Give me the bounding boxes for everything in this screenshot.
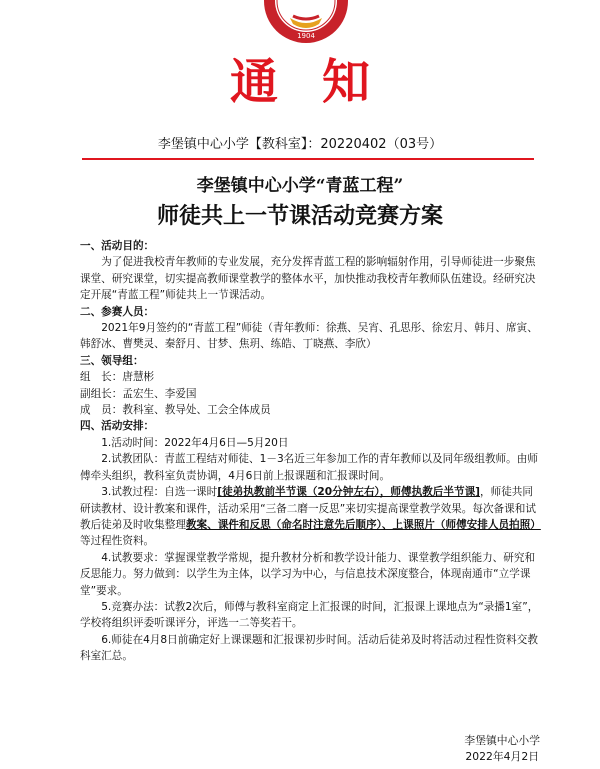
paragraph: 2021年9月签约的“青蓝工程”师徒（青年教师：徐燕、吴宵、孔思彤、徐宏月、韩月、席寅、韩舒冰、曹樊灵、秦舒月、甘梦、焦玥、练皓、丁晓燕、李欣） xyxy=(80,322,538,351)
signature-block xyxy=(464,733,540,765)
item3-text-b: ，师徒共同研读教材、设计教案和课件，活动采用“三备二磨一反思”来切实提高课堂教学效果。每次备课和试教后徒弟及时收集整理 xyxy=(80,486,536,531)
list-item: 1.活动时间：2022年4月6日—5月20日 xyxy=(101,436,289,449)
school-logo xyxy=(263,0,349,44)
red-divider xyxy=(82,158,534,160)
list-item: 4.试教要求：掌握课堂教学常规，提升教材分析和教学设计能力、课堂教学组织能力、研究和反思能力。努力做到：以学生为主体，以学习为中心，与信息技术深度整合，体现南通市“立学课堂”要求。 xyxy=(80,551,536,597)
paragraph: 为了促进我校青年教师的专业发展，充分发挥青蓝工程的影响辐射作用，引导师徒进一步聚焦课堂、研究课堂，切实提高教师课堂教学的整体水平，加快推动我校青年教师队伍建设。经研究决定开展“青蓝工程”师徒共上一节课活动。 xyxy=(80,256,536,302)
subtitle-line2: 师徒共上一节课活动竞赛方案 xyxy=(156,203,443,229)
section-heading: 二、参赛人员： xyxy=(80,305,155,318)
subtitle-line1: 李堡镇中心小学“青蓝工程” xyxy=(196,176,404,196)
section-heading: 四、活动安排： xyxy=(80,420,155,433)
logo-year: 1904 xyxy=(297,32,315,40)
document-body xyxy=(80,238,542,665)
item3-text-c: 等过程性资料。 xyxy=(80,535,155,548)
section-heading: 一、活动目的： xyxy=(80,240,155,252)
list-item xyxy=(80,484,542,550)
item3-emphasis-b: 教案、课件和反思（命名时注意先后顺序）、上课照片（师傅安排人员拍照） xyxy=(185,518,541,531)
doc-suffix: （03号） xyxy=(386,137,443,152)
item3-text-a: 3.试教过程：自选一课时 xyxy=(101,486,218,499)
signature-date: 2022年4月2日 xyxy=(465,750,540,763)
document-number-line xyxy=(0,136,600,154)
notice-title: 通知 xyxy=(229,54,414,110)
section-heading: 三、领导组： xyxy=(80,354,144,367)
signature-org: 李堡镇中心小学 xyxy=(464,734,540,747)
leader-line: 组 长：唐慧彬 xyxy=(80,371,155,384)
item3-emphasis-a: [徒弟执教前半节课（20分钟左右），师傅执教后半节课] xyxy=(217,486,481,499)
list-item: 5.竞赛办法：试教2次后，师傅与教科室商定上汇报课的时间，汇报课上课地点为“录播1室”，学校将组织评委听课评分，评选一二等奖若干。 xyxy=(80,600,539,630)
members-line: 成 员：教科室、教导处、工会全体成员 xyxy=(80,404,271,417)
list-item: 2.试教团队：青蓝工程结对师徒、1－3名近三年参加工作的青年教师以及同年级组教师。由师傅牵头组织，教科室负责协调，4月6日前上报课题和汇报课时间。 xyxy=(80,453,538,482)
vice-leader-line: 副组长：孟宏生、李爱国 xyxy=(80,387,197,400)
list-item: 6.师徒在4月8日前确定好上课课题和汇报课初步时间。活动后徒弟及时将活动过程性资料交教科室汇总。 xyxy=(80,633,538,663)
doc-prefix: 李堡镇中心小学【教科室】： xyxy=(157,137,321,152)
doc-number: 20220402 xyxy=(320,137,387,152)
